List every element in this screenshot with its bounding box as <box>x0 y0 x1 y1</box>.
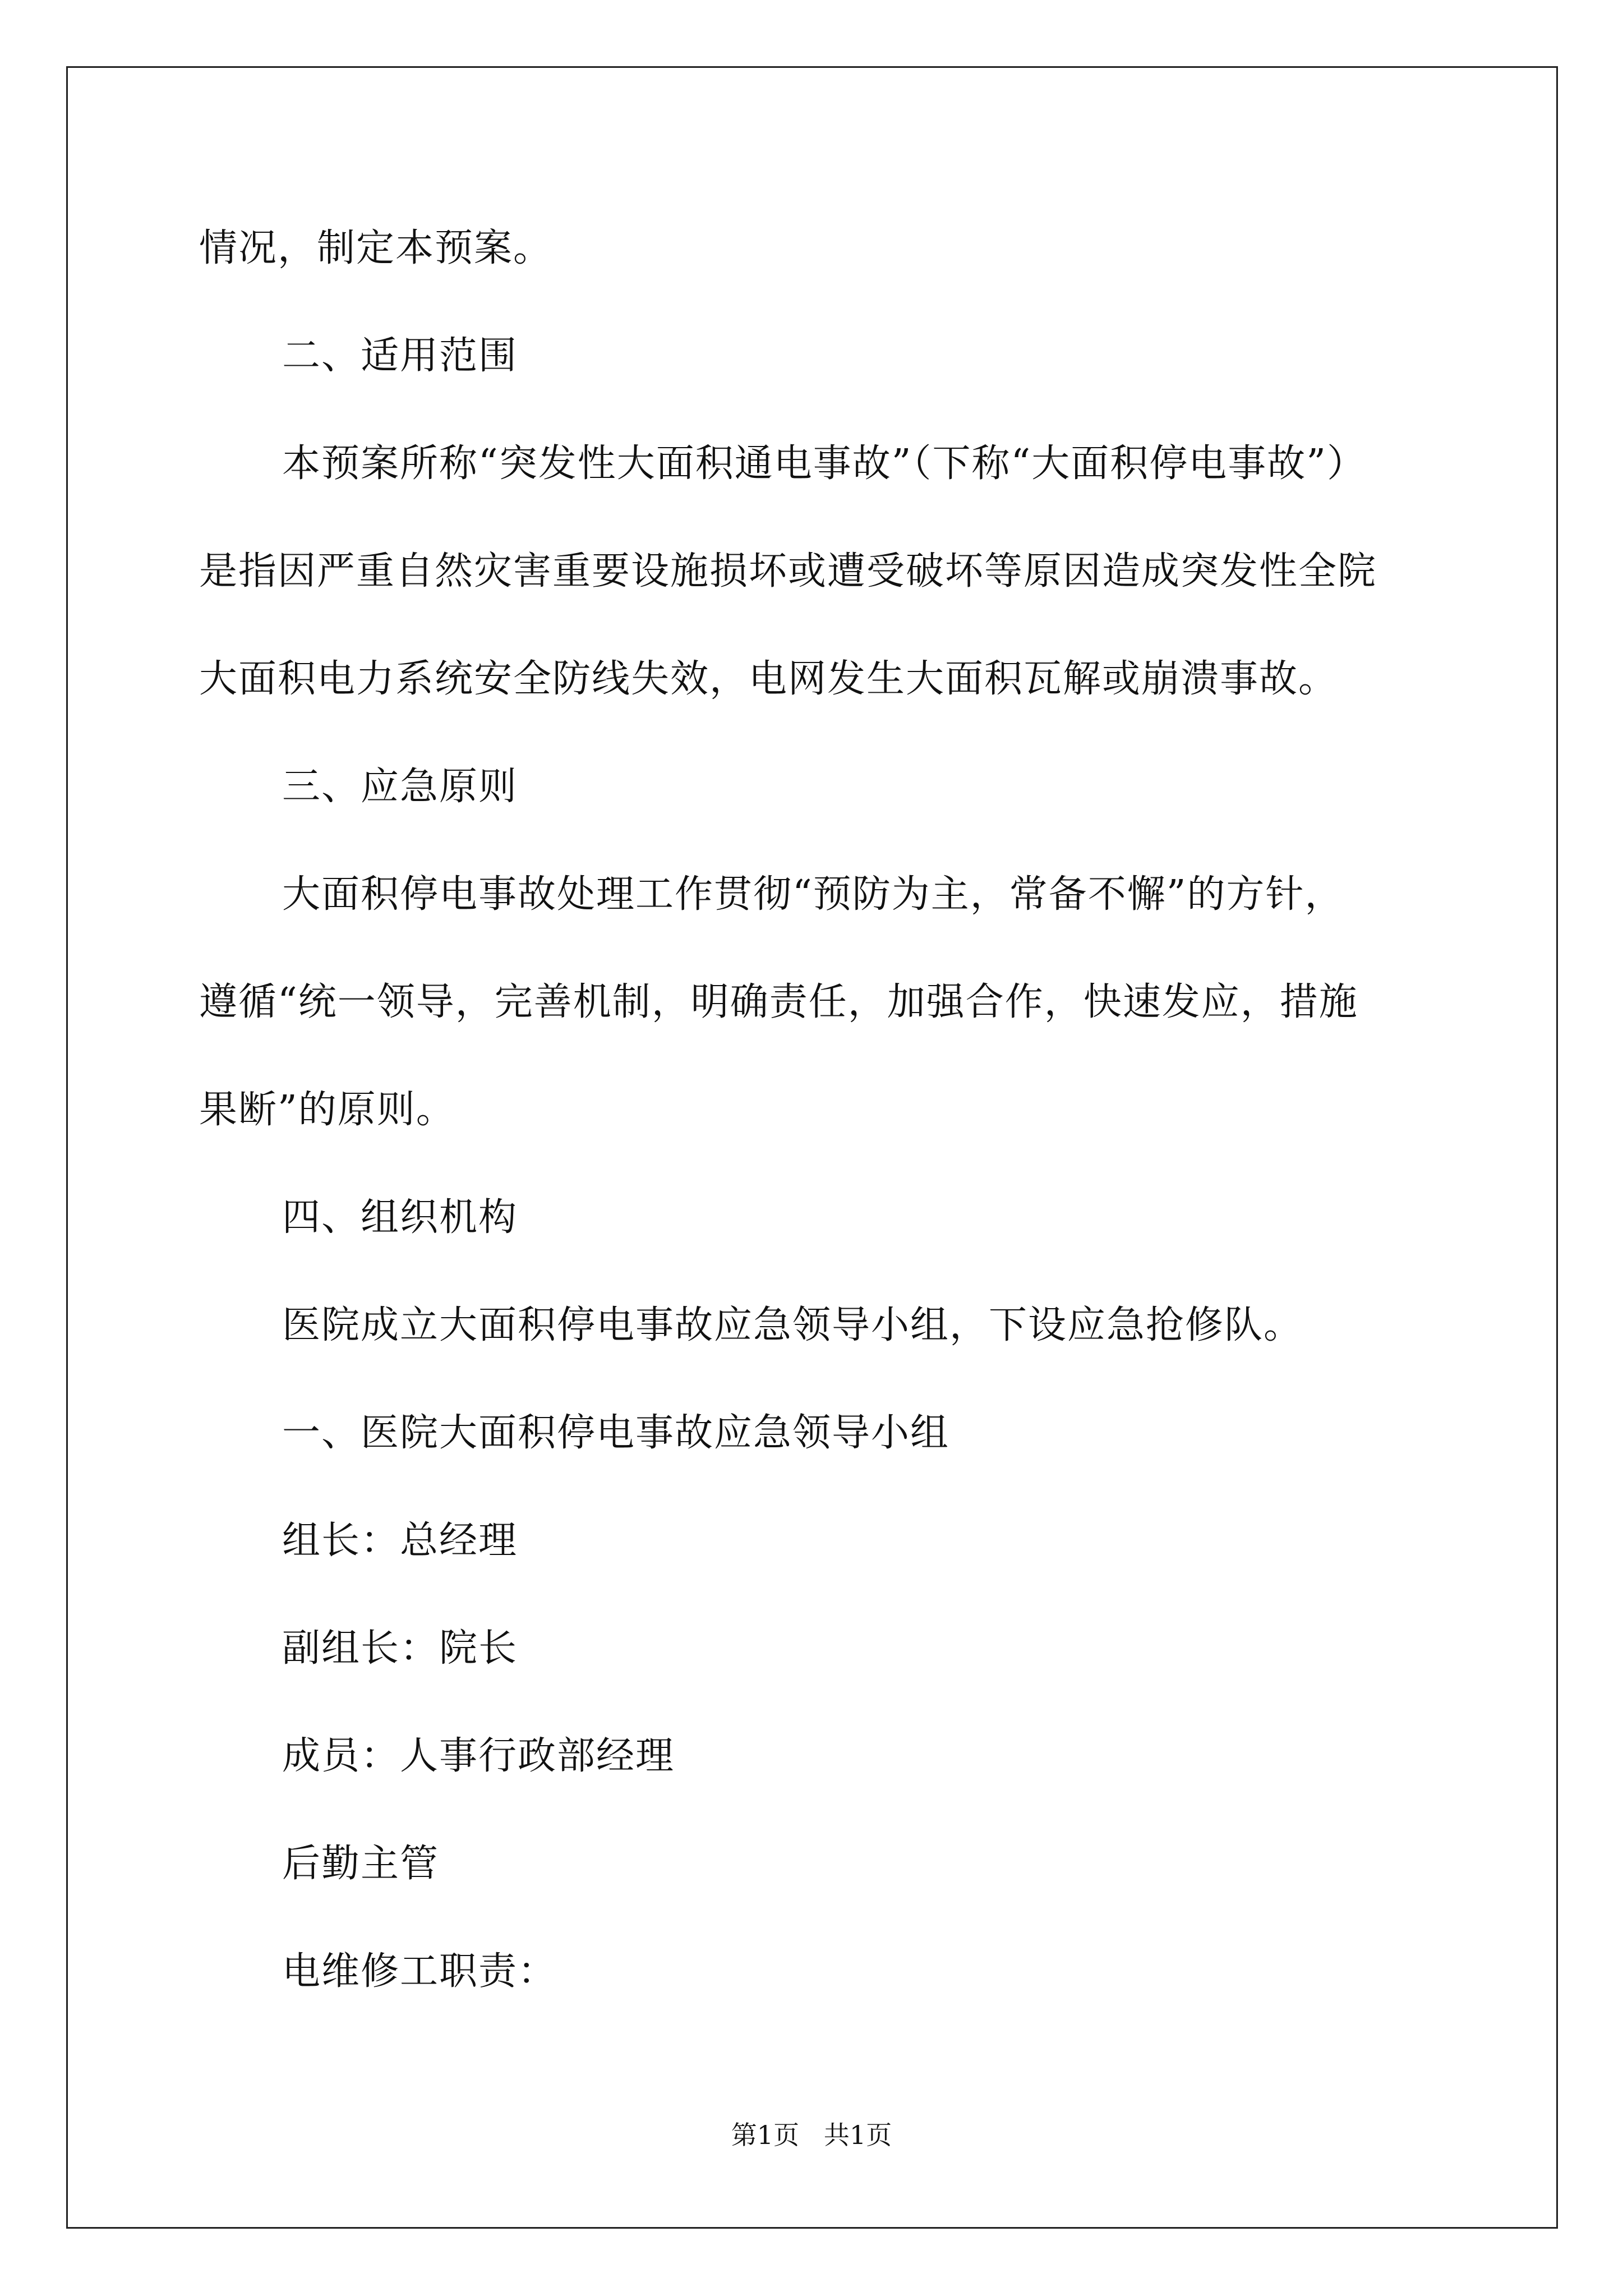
paragraph-line: 本预案所称“突发性大面积通电事故”（下称“大面积停电事故”） <box>282 441 1367 486</box>
paragraph-line: 情况，制定本预案。 <box>199 226 553 270</box>
paragraph-line: 是指因严重自然灾害重要设施损坏或遭受破坏等原因造成突发性全院 <box>199 549 1377 593</box>
paragraph-line: 遵循“统一领导，完善机制，明确责任，加强合作，快速发应，措施 <box>199 980 1358 1024</box>
paragraph-line: 果断”的原则。 <box>199 1088 455 1132</box>
section-heading: 三、应急原则 <box>282 765 518 809</box>
paragraph-line: 副组长：院长 <box>282 1626 518 1671</box>
paragraph-line: 成员：人事行政部经理 <box>282 1734 675 1778</box>
page-border <box>66 66 1558 2229</box>
paragraph-line: 大面积电力系统安全防线失效，电网发生大面积瓦解或崩溃事故。 <box>199 657 1338 701</box>
paragraph-line: 后勤主管 <box>282 1842 440 1886</box>
paragraph-line: 医院成立大面积停电事故应急领导小组，下设应急抢修队。 <box>282 1303 1303 1347</box>
paragraph-line: 大面积停电事故处理工作贯彻“预防为主，常备不懈”的方针， <box>282 872 1344 917</box>
paragraph-line: 组长：总经理 <box>282 1519 518 1563</box>
page-number-footer: 第1页 共1页 <box>731 2120 892 2150</box>
section-heading: 二、适用范围 <box>282 334 518 378</box>
paragraph-line: 电维修工职责： <box>282 1949 557 1994</box>
subsection-heading: 一、医院大面积停电事故应急领导小组 <box>282 1411 950 1455</box>
section-heading: 四、组织机构 <box>282 1195 518 1240</box>
